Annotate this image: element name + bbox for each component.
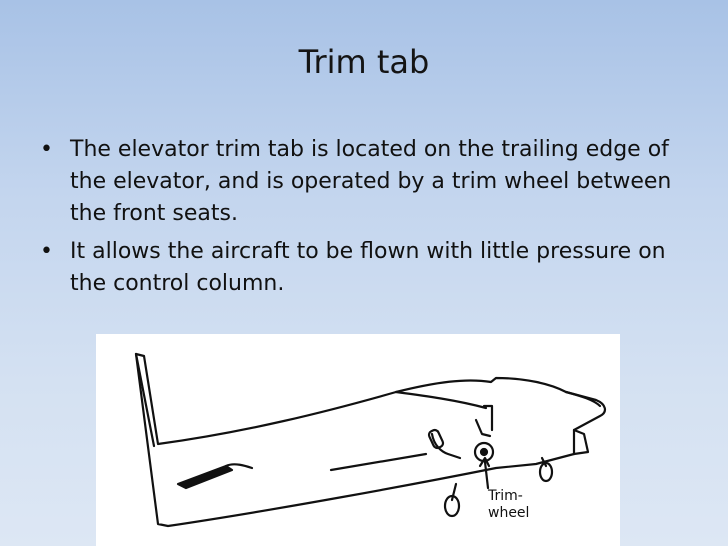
canopy-line: [396, 392, 486, 408]
figure-label-line2: wheel: [488, 505, 530, 521]
seat-line: [432, 434, 460, 458]
bullet-text: The elevator trim tab is located on the trailing edge of the elevator, and is operated by a trim wheel between the front seats.: [70, 137, 672, 226]
slide-title: Trim tab: [298, 43, 430, 81]
figure-label-line1: Trim-: [488, 488, 523, 504]
bullet-symbol: •: [40, 239, 53, 264]
fuselage-outline: [136, 354, 605, 526]
panel-edge: [484, 406, 492, 430]
elevator-trim-tab: [178, 466, 232, 488]
trim-wheel-hub: [481, 449, 487, 455]
bullet-list: [36, 134, 696, 306]
bullet-text: It allows the aircraft to be flown with little pressure on the control column.: [70, 239, 666, 296]
aircraft-figure: [96, 334, 620, 546]
bullet-symbol: •: [40, 137, 53, 162]
bullet-item: [36, 236, 696, 300]
bullet-item: [36, 134, 696, 230]
wing-root-line: [331, 454, 426, 470]
control-column: [476, 420, 490, 436]
aircraft-illustration-icon: [96, 334, 620, 546]
pointer-line: [485, 462, 488, 488]
nose-cowl: [574, 430, 588, 454]
